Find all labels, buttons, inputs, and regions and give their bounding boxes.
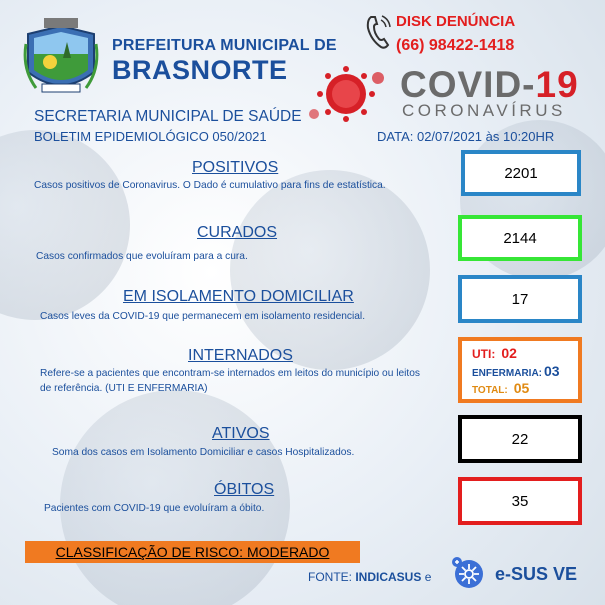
curados-title: CURADOS — [197, 224, 278, 241]
enfermaria-value: 03 — [544, 362, 560, 379]
boletim-title: BOLETIM EPIDEMIOLÓGICO 050/2021 — [34, 129, 267, 144]
background-virus-icon — [230, 170, 430, 370]
total-label: TOTAL: — [472, 384, 508, 396]
isolamento-value: 17 — [511, 290, 529, 308]
ativos-description: Soma dos casos em Isolamento Domiciliar e casos Hospitalizados. — [52, 447, 355, 458]
risk-classification-banner — [25, 541, 360, 563]
ativos-title: ATIVOS — [212, 425, 270, 442]
covid-number: 19 — [535, 64, 579, 105]
coronavirus-icon — [308, 66, 388, 122]
fonte-and: e — [424, 570, 432, 584]
curados-description: Casos confirmados que evoluíram para a cura. — [36, 251, 248, 262]
fonte-line — [308, 570, 431, 584]
ativos-value-box — [458, 415, 582, 463]
esus-label: e-SUS VE — [495, 564, 578, 584]
internados-description: Refere-se a pacientes que encontram-se internados em leitos do município ou leitos de referência. (UTI E ENFERMARIA) — [40, 368, 420, 394]
prefeitura-label: PREFEITURA MUNICIPAL DE — [112, 37, 337, 54]
isolamento-value-box — [458, 275, 582, 323]
positivos-value: 2201 — [504, 164, 538, 182]
obitos-description: Pacientes com COVID-19 que evoluíram a óbito. — [44, 503, 265, 514]
positivos-title: POSITIVOS — [192, 159, 279, 176]
curados-value: 2144 — [503, 229, 537, 247]
covid-word: COVID- — [400, 64, 536, 105]
isolamento-title: EM ISOLAMENTO DOMICILIAR — [123, 288, 354, 305]
disk-denuncia-phone: (66) 98422-1418 — [396, 37, 515, 54]
curados-value-box — [458, 215, 582, 261]
coronavirus-subtitle: CORONAVÍRUS — [402, 101, 566, 120]
covid-title — [400, 64, 579, 106]
isolamento-description: Casos leves da COVID-19 que permanecem em isolamento residencial. — [40, 311, 366, 322]
municipal-crest-icon — [22, 14, 100, 106]
secretaria-title: SECRETARIA MUNICIPAL DE SAÚDE — [34, 108, 302, 125]
background-virus-icon — [0, 130, 130, 320]
esus-logo-icon — [451, 556, 485, 590]
risk-classification-label: CLASSIFICAÇÃO DE RISCO: MODERADO — [55, 544, 330, 560]
obitos-title: ÓBITOS — [214, 481, 275, 498]
positivos-description: Casos positivos de Coronavirus. O Dado é cumulativo para fins de estatística. — [34, 180, 386, 191]
total-value: 05 — [513, 379, 530, 396]
internados-value-box — [458, 337, 582, 403]
enfermaria-label: ENFERMARIA: — [472, 367, 542, 379]
phone-icon — [365, 14, 391, 50]
obitos-value-box — [458, 477, 582, 525]
uti-value: 02 — [501, 344, 517, 361]
municipality-name: BRASNORTE — [112, 55, 288, 85]
enfermaria-row — [472, 363, 560, 379]
uti-row — [472, 345, 517, 361]
total-row — [472, 380, 529, 396]
internados-title: INTERNADOS — [188, 347, 293, 364]
disk-denuncia-title: DISK DENÚNCIA — [396, 13, 516, 30]
fonte-source: INDICASUS — [355, 570, 422, 584]
fonte-label: FONTE: — [308, 570, 352, 584]
positivos-value-box — [461, 150, 581, 196]
ativos-value: 22 — [511, 430, 529, 448]
obitos-value: 35 — [511, 492, 529, 510]
uti-label: UTI: — [472, 346, 496, 361]
report-date: DATA: 02/07/2021 às 10:20HR — [377, 129, 555, 144]
